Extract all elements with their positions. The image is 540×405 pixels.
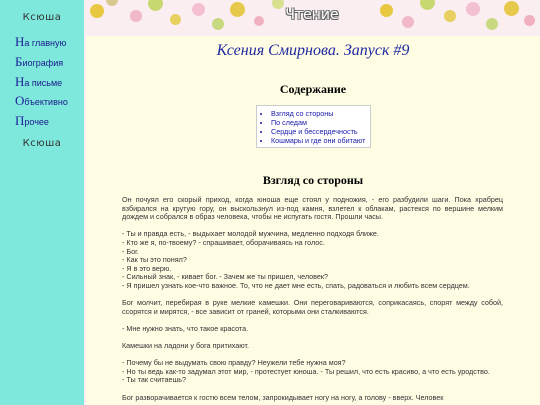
paragraph: Бог молчит, перебирая в руке мелкие камешки. Они переговариваются, соприкасаясь, спорят между собой, ссорятся и мирятся, - все зависит от граней, которыми они сталкиваются. [122,298,503,316]
nav-link-objective[interactable]: Объективно [15,93,68,109]
table-of-contents [256,105,371,148]
nav-link-biography[interactable]: Биография [15,53,64,69]
story-text [122,196,503,405]
header-banner [84,0,540,34]
main-content [86,36,540,405]
logo-top: Ксюша [22,12,62,23]
paragraph: Бог разворачивается к гостю всем телом, запрокидывает ногу на ногу, а голову - вверх. Человек [122,392,444,402]
section-title: Взгляд со стороны [262,173,364,187]
paragraph: Камешки на ладони у бога притихают. [122,341,249,351]
decor-dot [106,0,118,6]
toc-link-view-from-side[interactable]: • Взгляд со стороны [271,109,370,118]
toc-link-heart[interactable]: • Сердце и бессердечность [271,127,370,136]
sidebar [0,0,84,405]
sidebar-nav [15,36,68,135]
header-title: Чтение [285,7,339,23]
paragraph: - Почему бы не выдумать свою правду? Неужели тебе нужна моя? - Но ты ведь как-то задумал этот мир, - протестует юноша. - Ты решил, что есть красиво, а что есть уродство. - Ты так считаешь? [122,358,490,385]
paragraph: - Ты и правда есть, - выдыхает молодой мужчина, медленно подходя ближе. - Кто же я, по-твоему? - спрашивает, оборачиваясь на голос. - Бог. - Как ты это понял? - Я в это верю. - Сильный знак, - кивает бог. - Зачем же ты пришел, человек? - Я пришел узнать кое-что важное. То, что не дает мне есть, спать, радоваться и любить всем сердцем. [122,229,470,290]
nav-link-other[interactable]: Прочее [15,113,49,129]
toc-heading: Содержание [279,82,347,96]
page-title: Ксения Смирнова. Запуск #9 [216,42,410,59]
paragraph: Он почуял его скорый приход, когда юноша еще стоял у подножия, - его разбудили шаги. Пока храбрец взбирался на крутую гору, он выскользнул из-под камня, взлетел к облакам, растекся по вершине мелким дождем и собрался в образ человека, чтобы не испугать гостя. Прошли часы. [122,195,503,222]
toc-link-nightmares[interactable]: • Кошмары и где они обитают [271,136,370,145]
toc-link-on-the-trail[interactable]: • По следам [271,118,370,127]
logo-bottom: Ксюша [22,138,62,149]
paragraph: - Мне нужно знать, что такое красота. [122,323,249,333]
nav-link-home[interactable]: На главную [15,34,67,49]
nav-link-writing[interactable]: На письме [15,73,63,89]
